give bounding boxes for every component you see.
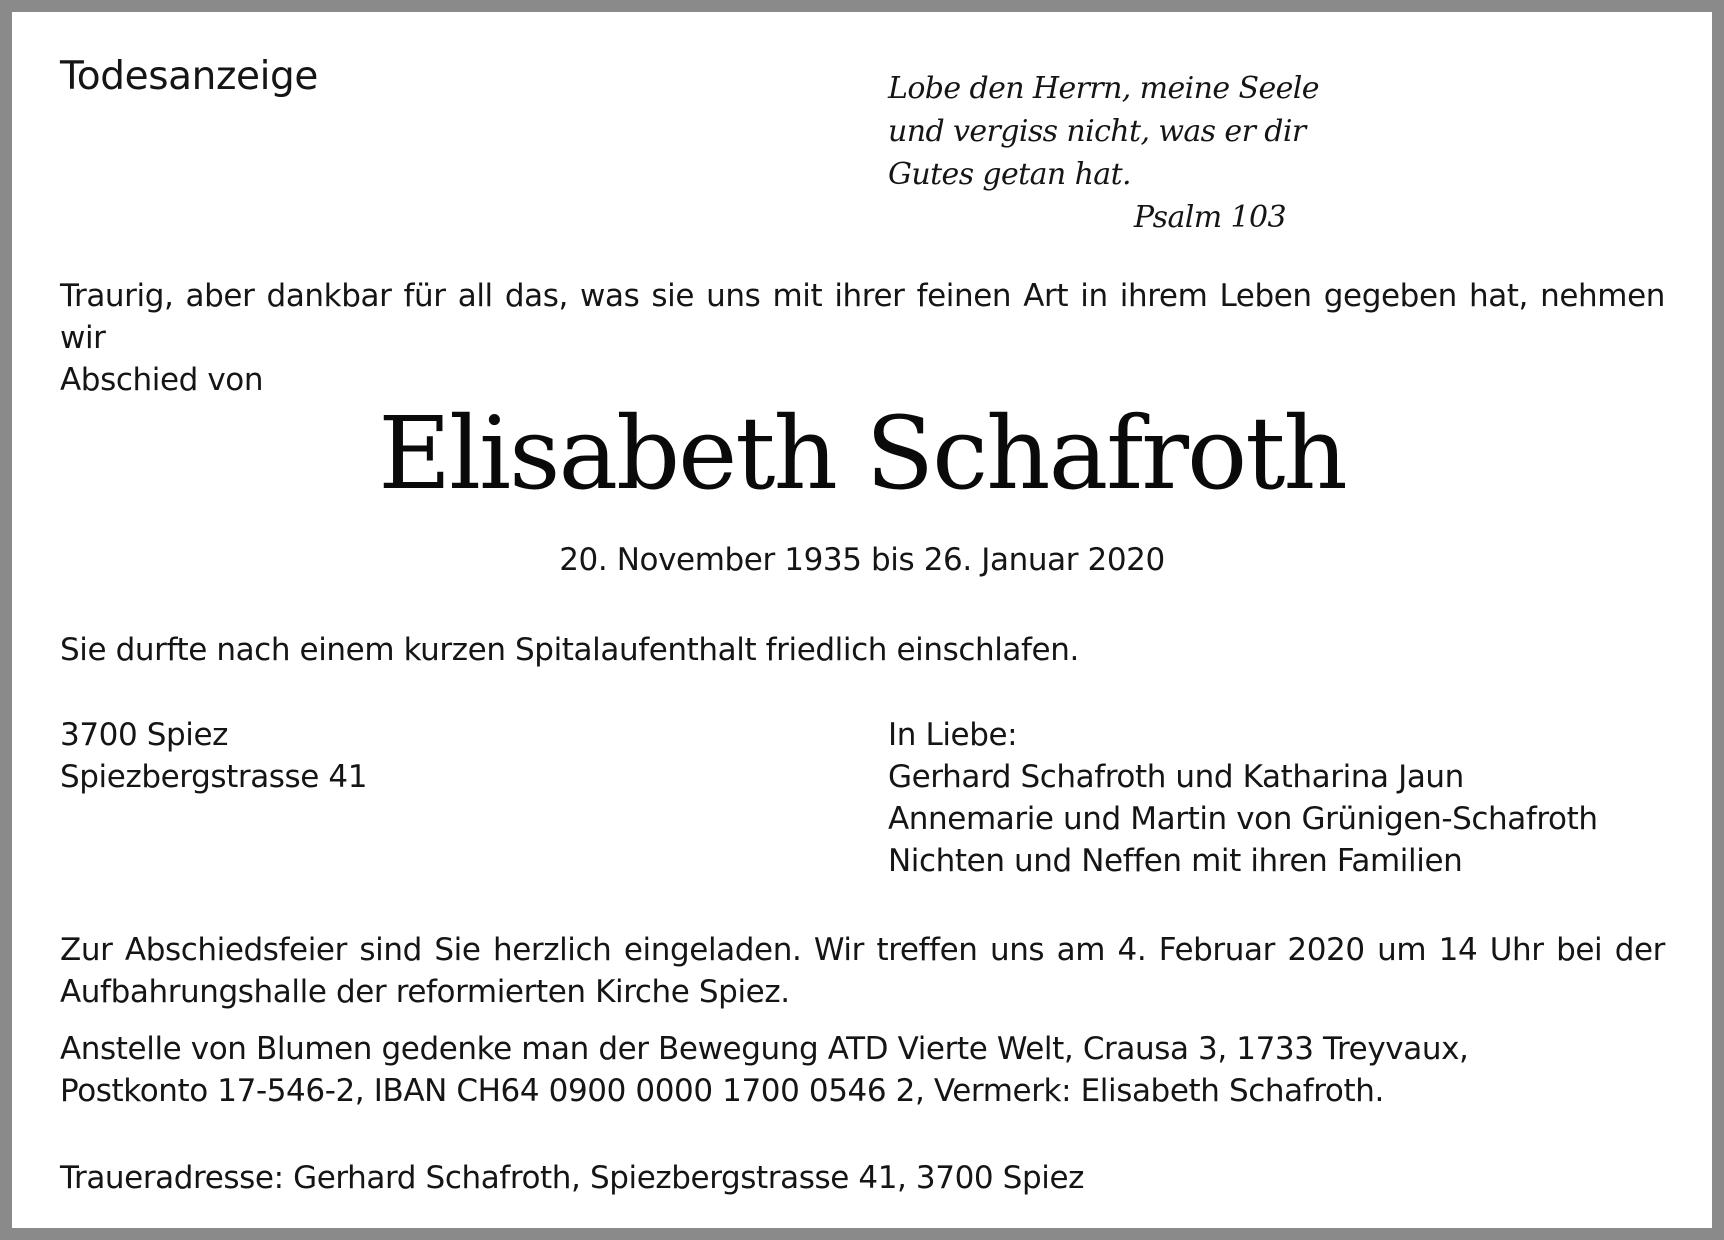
intro-line: Traurig, aber dankbar für all das, was sie uns mit ihrer feinen Art in ihrem Leben gegeben hat, nehmen wir bbox=[60, 278, 1665, 356]
verse-line: und vergiss nicht, was er dir bbox=[888, 114, 1306, 149]
life-dates: 20. November 1935 bis 26. Januar 2020 bbox=[559, 542, 1165, 578]
death-notice-sheet bbox=[12, 12, 1712, 1228]
verse-line: Gutes getan hat. bbox=[888, 157, 1131, 192]
intro-paragraph bbox=[60, 275, 1665, 401]
mourning-address: Traueradresse: Gerhard Schafroth, Spiezbergstrasse 41, 3700 Spiez bbox=[60, 1160, 1084, 1196]
deceased-name: Elisabeth Schafroth bbox=[378, 395, 1346, 512]
notice-heading: Todesanzeige bbox=[60, 54, 318, 99]
mourner-name: Nichten und Neffen mit ihren Familien bbox=[888, 843, 1463, 879]
intro-line: Abschied von bbox=[60, 362, 264, 398]
ceremony-line: Aufbahrungshalle der reformierten Kirche Spiez. bbox=[60, 974, 790, 1010]
mourners-label: In Liebe: bbox=[888, 717, 1018, 753]
mourner-name: Gerhard Schafroth und Katharina Jaun bbox=[888, 759, 1464, 795]
psalm-verse bbox=[888, 67, 1319, 239]
verse-line: Lobe den Herrn, meine Seele bbox=[888, 71, 1319, 106]
address-street: Spiezbergstrasse 41 bbox=[60, 759, 368, 795]
residence-address bbox=[60, 714, 367, 798]
mourner-name: Annemarie und Martin von Grünigen-Schafroth bbox=[888, 801, 1598, 837]
verse-reference: Psalm 103 bbox=[1133, 200, 1286, 235]
donation-line: Anstelle von Blumen gedenke man der Bewegung ATD Vierte Welt, Crausa 3, 1733 Treyvaux, bbox=[60, 1031, 1469, 1067]
passing-note: Sie durfte nach einem kurzen Spitalaufenthalt friedlich einschlafen. bbox=[60, 632, 1079, 668]
mourners-list bbox=[888, 714, 1598, 882]
address-city: 3700 Spiez bbox=[60, 717, 229, 753]
ceremony-paragraph bbox=[60, 929, 1665, 1013]
donation-paragraph bbox=[60, 1028, 1468, 1112]
ceremony-line: Zur Abschiedsfeier sind Sie herzlich eingeladen. Wir treffen uns am 4. Februar 2020 um 14 Uhr bei der bbox=[60, 932, 1665, 968]
donation-line: Postkonto 17-546-2, IBAN CH64 0900 0000 1700 0546 2, Vermerk: Elisabeth Schafroth. bbox=[60, 1073, 1384, 1109]
